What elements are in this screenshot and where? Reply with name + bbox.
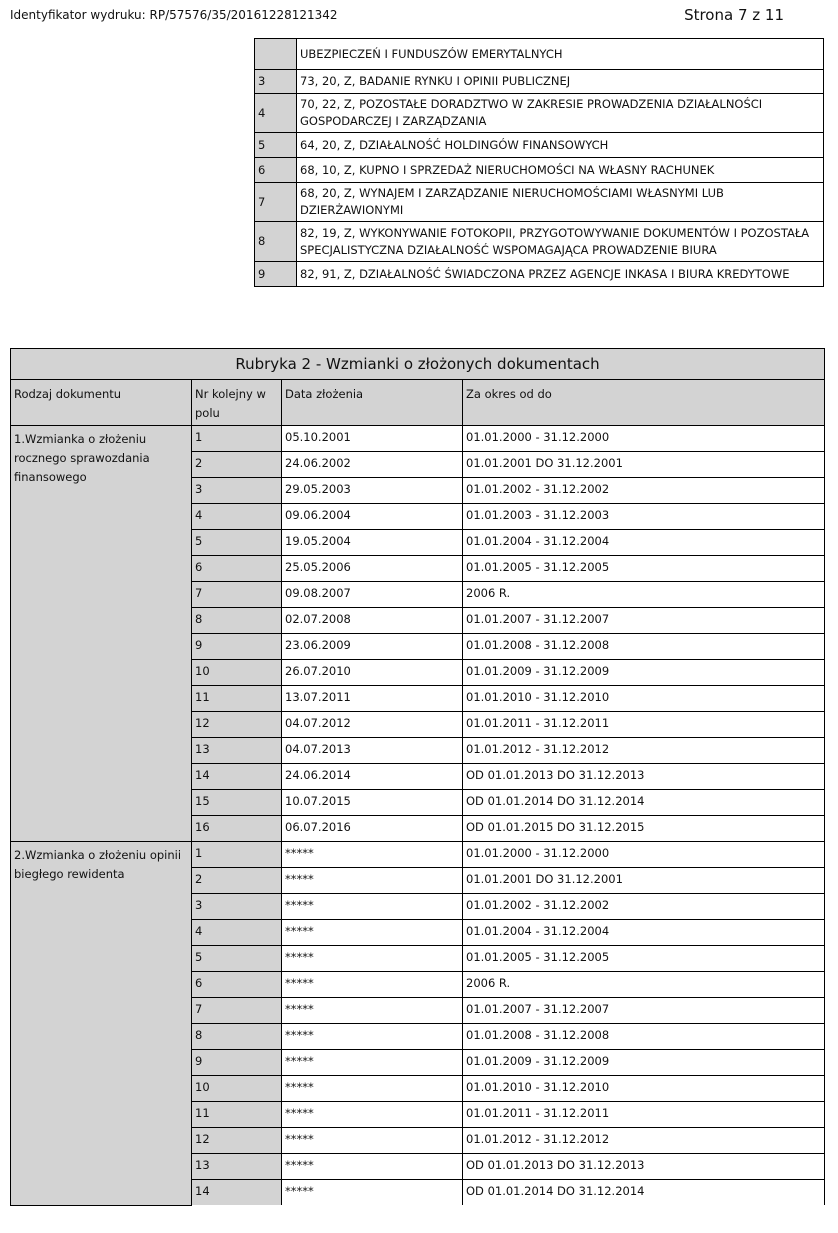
pkd-row-number: 3 xyxy=(255,70,297,94)
column-header-submission-date: Data złożenia xyxy=(282,380,463,426)
pkd-activity-table xyxy=(254,38,824,287)
pkd-row xyxy=(255,262,824,287)
table-row xyxy=(11,842,825,868)
pkd-row-number: 8 xyxy=(255,222,297,262)
period-cell: 01.01.2012 - 31.12.2012 xyxy=(463,738,825,764)
submission-date-cell: ***** xyxy=(282,842,463,868)
pkd-row-description: 73, 20, Z, BADANIE RYNKU I OPINII PUBLICZNEJ xyxy=(297,70,824,94)
document-type-cell: 2.Wzmianka o złożeniu opinii biegłego rewidenta xyxy=(11,842,192,1206)
entry-number-cell: 6 xyxy=(192,556,282,582)
entry-number-cell: 2 xyxy=(192,868,282,894)
pkd-row-number: 7 xyxy=(255,183,297,222)
submission-date-cell: 10.07.2015 xyxy=(282,790,463,816)
submission-date-cell: 25.05.2006 xyxy=(282,556,463,582)
entry-number-cell: 6 xyxy=(192,972,282,998)
period-cell: 01.01.2003 - 31.12.2003 xyxy=(463,504,825,530)
entry-number-cell: 9 xyxy=(192,1050,282,1076)
period-cell: 01.01.2011 - 31.12.2011 xyxy=(463,1102,825,1128)
period-cell: 01.01.2008 - 31.12.2008 xyxy=(463,1024,825,1050)
entry-number-cell: 8 xyxy=(192,608,282,634)
pkd-row-number: 6 xyxy=(255,158,297,183)
period-cell: 01.01.2002 - 31.12.2002 xyxy=(463,478,825,504)
period-cell: OD 01.01.2013 DO 31.12.2013 xyxy=(463,1154,825,1180)
pkd-row-number: 5 xyxy=(255,133,297,158)
period-cell: 2006 R. xyxy=(463,972,825,998)
submission-date-cell: 05.10.2001 xyxy=(282,426,463,452)
submission-date-cell: 09.06.2004 xyxy=(282,504,463,530)
period-cell: 01.01.2002 - 31.12.2002 xyxy=(463,894,825,920)
submission-date-cell: 29.05.2003 xyxy=(282,478,463,504)
submission-date-cell: 13.07.2011 xyxy=(282,686,463,712)
period-cell: 01.01.2012 - 31.12.2012 xyxy=(463,1128,825,1154)
entry-number-cell: 10 xyxy=(192,660,282,686)
period-cell: 01.01.2007 - 31.12.2007 xyxy=(463,608,825,634)
submission-date-cell: ***** xyxy=(282,1102,463,1128)
submission-date-cell: 23.06.2009 xyxy=(282,634,463,660)
pkd-row-description: 82, 91, Z, DZIAŁALNOŚĆ ŚWIADCZONA PRZEZ AGENCJE INKASA I BIURA KREDYTOWE xyxy=(297,262,824,287)
pkd-row-number: 4 xyxy=(255,94,297,133)
pkd-row-description: 68, 10, Z, KUPNO I SPRZEDAŻ NIERUCHOMOŚCI NA WŁASNY RACHUNEK xyxy=(297,158,824,183)
column-header-period: Za okres od do xyxy=(463,380,825,426)
submission-date-cell: ***** xyxy=(282,920,463,946)
pkd-row-description: 82, 19, Z, WYKONYWANIE FOTOKOPII, PRZYGOTOWYWANIE DOKUMENTÓW I POZOSTAŁA SPECJALISTYCZNA DZIAŁALNOŚĆ WSPOMAGAJĄCA PROWADZENIE BIURA xyxy=(297,222,824,262)
period-cell: 01.01.2000 - 31.12.2000 xyxy=(463,842,825,868)
entry-number-cell: 5 xyxy=(192,946,282,972)
column-header-document-type: Rodzaj dokumentu xyxy=(11,380,192,426)
page-number: Strona 7 z 11 xyxy=(684,6,784,24)
entry-number-cell: 15 xyxy=(192,790,282,816)
entry-number-cell: 16 xyxy=(192,816,282,842)
entry-number-cell: 7 xyxy=(192,998,282,1024)
submission-date-cell: ***** xyxy=(282,1128,463,1154)
pkd-row xyxy=(255,94,824,133)
submission-date-cell: ***** xyxy=(282,1154,463,1180)
submission-date-cell: 26.07.2010 xyxy=(282,660,463,686)
entry-number-cell: 13 xyxy=(192,1154,282,1180)
period-cell: OD 01.01.2014 DO 31.12.2014 xyxy=(463,790,825,816)
rubryka-title: Rubryka 2 - Wzmianki o złożonych dokumentach xyxy=(11,349,825,380)
pkd-table-body xyxy=(255,39,824,287)
submission-date-cell: 04.07.2012 xyxy=(282,712,463,738)
period-cell: 01.01.2008 - 31.12.2008 xyxy=(463,634,825,660)
submission-date-cell: ***** xyxy=(282,1076,463,1102)
entry-number-cell: 11 xyxy=(192,1102,282,1128)
entry-number-cell: 1 xyxy=(192,842,282,868)
submission-date-cell: ***** xyxy=(282,868,463,894)
pkd-row xyxy=(255,133,824,158)
period-cell: 01.01.2011 - 31.12.2011 xyxy=(463,712,825,738)
period-cell: OD 01.01.2015 DO 31.12.2015 xyxy=(463,816,825,842)
period-cell: 01.01.2004 - 31.12.2004 xyxy=(463,530,825,556)
submission-date-cell: 02.07.2008 xyxy=(282,608,463,634)
period-cell: 01.01.2009 - 31.12.2009 xyxy=(463,1050,825,1076)
pkd-row-description: 64, 20, Z, DZIAŁALNOŚĆ HOLDINGÓW FINANSOWYCH xyxy=(297,133,824,158)
period-cell: 01.01.2000 - 31.12.2000 xyxy=(463,426,825,452)
entry-number-cell: 14 xyxy=(192,1180,282,1206)
print-identifier: Identyfikator wydruku: RP/57576/35/20161228121342 xyxy=(10,8,338,22)
entry-number-cell: 2 xyxy=(192,452,282,478)
entry-number-cell: 7 xyxy=(192,582,282,608)
pkd-row xyxy=(255,183,824,222)
entry-number-cell: 13 xyxy=(192,738,282,764)
pkd-row-description: UBEZPIECZEŃ I FUNDUSZÓW EMERYTALNYCH xyxy=(297,39,824,70)
submission-date-cell: 19.05.2004 xyxy=(282,530,463,556)
submission-date-cell: ***** xyxy=(282,1024,463,1050)
entry-number-cell: 3 xyxy=(192,894,282,920)
pkd-row-description: 70, 22, Z, POZOSTAŁE DORADZTWO W ZAKRESIE PROWADZENIA DZIAŁALNOŚCI GOSPODARCZEJ I ZARZĄDZANIA xyxy=(297,94,824,133)
period-cell: 01.01.2010 - 31.12.2010 xyxy=(463,686,825,712)
pkd-row-description: 68, 20, Z, WYNAJEM I ZARZĄDZANIE NIERUCHOMOŚCIAMI WŁASNYMI LUB DZIERŻAWIONYMI xyxy=(297,183,824,222)
rubryka-title-row xyxy=(11,349,825,380)
period-cell: 01.01.2004 - 31.12.2004 xyxy=(463,920,825,946)
submission-date-cell: 24.06.2002 xyxy=(282,452,463,478)
entry-number-cell: 8 xyxy=(192,1024,282,1050)
header-row xyxy=(11,380,825,426)
entry-number-cell: 11 xyxy=(192,686,282,712)
submission-date-cell: ***** xyxy=(282,998,463,1024)
period-cell: 01.01.2010 - 31.12.2010 xyxy=(463,1076,825,1102)
pkd-row xyxy=(255,39,824,70)
entry-number-cell: 1 xyxy=(192,426,282,452)
submission-date-cell: ***** xyxy=(282,1050,463,1076)
period-cell: 01.01.2007 - 31.12.2007 xyxy=(463,998,825,1024)
submission-date-cell: ***** xyxy=(282,1180,463,1206)
pkd-row xyxy=(255,158,824,183)
period-cell: 01.01.2005 - 31.12.2005 xyxy=(463,556,825,582)
pkd-row xyxy=(255,70,824,94)
submission-date-cell: ***** xyxy=(282,946,463,972)
rubryka-2-table xyxy=(10,348,825,1206)
submission-date-cell: 04.07.2013 xyxy=(282,738,463,764)
submission-date-cell: ***** xyxy=(282,972,463,998)
pkd-row-number: 9 xyxy=(255,262,297,287)
submission-date-cell: 09.08.2007 xyxy=(282,582,463,608)
entry-number-cell: 3 xyxy=(192,478,282,504)
column-header-number: Nr kolejny w polu xyxy=(192,380,282,426)
period-cell: 01.01.2005 - 31.12.2005 xyxy=(463,946,825,972)
period-cell: OD 01.01.2014 DO 31.12.2014 xyxy=(463,1180,825,1206)
entry-number-cell: 9 xyxy=(192,634,282,660)
entry-number-cell: 12 xyxy=(192,1128,282,1154)
period-cell: OD 01.01.2013 DO 31.12.2013 xyxy=(463,764,825,790)
table-row xyxy=(11,426,825,452)
entry-number-cell: 10 xyxy=(192,1076,282,1102)
entry-number-cell: 12 xyxy=(192,712,282,738)
submission-date-cell: 06.07.2016 xyxy=(282,816,463,842)
entry-number-cell: 5 xyxy=(192,530,282,556)
entry-number-cell: 4 xyxy=(192,504,282,530)
entry-number-cell: 14 xyxy=(192,764,282,790)
period-cell: 01.01.2009 - 31.12.2009 xyxy=(463,660,825,686)
period-cell: 01.01.2001 DO 31.12.2001 xyxy=(463,868,825,894)
submission-date-cell: 24.06.2014 xyxy=(282,764,463,790)
pkd-row-number xyxy=(255,39,297,70)
pkd-row xyxy=(255,222,824,262)
rubryka-2-body xyxy=(11,349,825,1206)
submission-date-cell: ***** xyxy=(282,894,463,920)
period-cell: 2006 R. xyxy=(463,582,825,608)
entry-number-cell: 4 xyxy=(192,920,282,946)
document-type-cell: 1.Wzmianka o złożeniu rocznego sprawozdania finansowego xyxy=(11,426,192,842)
period-cell: 01.01.2001 DO 31.12.2001 xyxy=(463,452,825,478)
